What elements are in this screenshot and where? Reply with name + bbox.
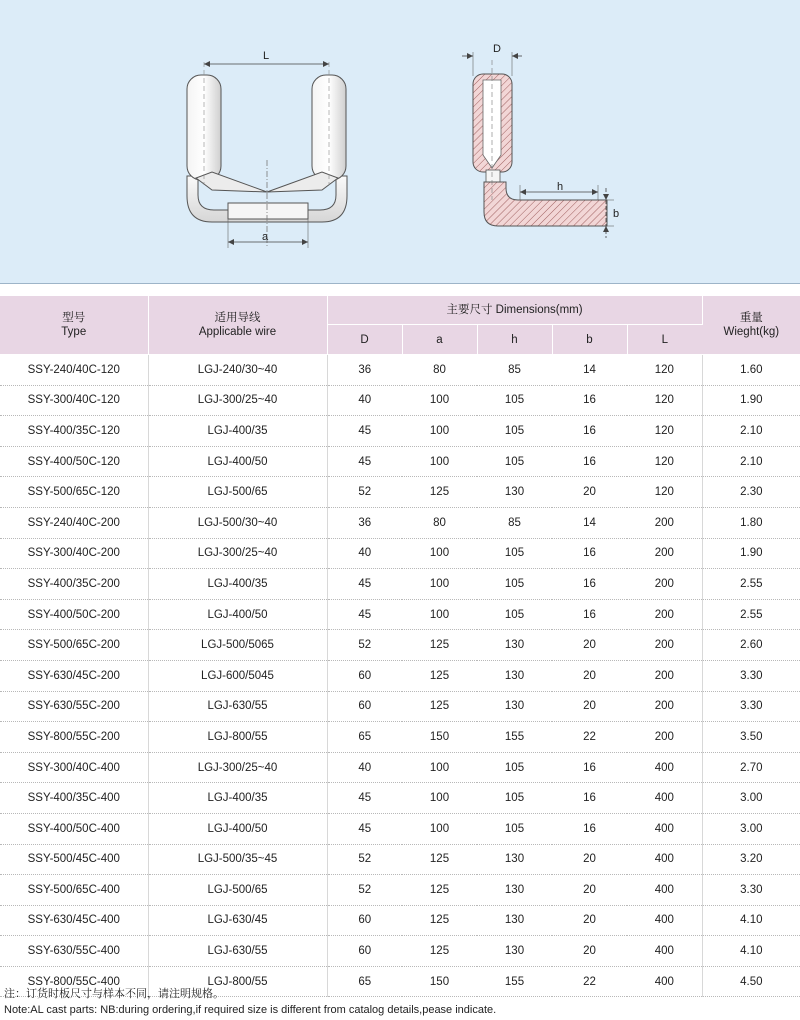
header-dim-b: b [552,325,627,355]
cell-h: 130 [477,844,552,875]
header-type-cn: 型号 [62,312,86,324]
table-row [0,446,800,477]
cell-D: 45 [327,569,402,600]
cell-D: 65 [327,722,402,753]
cell-L: 400 [627,783,702,814]
cell-type: SSY-400/50C-400 [0,813,148,844]
cell-b: 20 [552,905,627,936]
dim-label-a: a [261,231,269,243]
cell-type: SSY-630/45C-200 [0,660,148,691]
cell-wire: LGJ-800/55 [148,966,327,997]
cell-type: SSY-630/55C-200 [0,691,148,722]
table-row [0,936,800,967]
cell-wire: LGJ-500/35~45 [148,844,327,875]
header-type [0,296,148,355]
cell-type: SSY-630/55C-400 [0,936,148,967]
cell-L: 120 [627,385,702,416]
cell-L: 400 [627,813,702,844]
dim-label-L: L [262,50,270,62]
cell-h: 155 [477,722,552,753]
table-row [0,630,800,661]
cell-type: SSY-400/50C-200 [0,599,148,630]
cell-weight: 1.80 [702,507,800,538]
cell-type: SSY-500/65C-400 [0,875,148,906]
cell-type: SSY-400/35C-120 [0,416,148,447]
cell-L: 200 [627,722,702,753]
cell-type: SSY-630/45C-400 [0,905,148,936]
cell-b: 20 [552,844,627,875]
cell-b: 20 [552,691,627,722]
cell-D: 45 [327,783,402,814]
dim-label-D: D [493,43,501,55]
cell-weight: 3.00 [702,813,800,844]
cell-h: 130 [477,875,552,906]
cell-b: 16 [552,599,627,630]
cell-wire: LGJ-400/35 [148,783,327,814]
cell-b: 22 [552,966,627,997]
cell-D: 40 [327,538,402,569]
table-row [0,538,800,569]
side-view [462,43,619,238]
cell-type: SSY-400/35C-400 [0,783,148,814]
cell-L: 400 [627,936,702,967]
cell-h: 85 [477,507,552,538]
cell-weight: 3.30 [702,691,800,722]
spec-table [0,296,800,997]
table-row [0,660,800,691]
table-row [0,477,800,508]
cell-a: 100 [402,569,477,600]
table-row [0,844,800,875]
cell-b: 16 [552,752,627,783]
table-row [0,355,800,386]
cell-b: 16 [552,416,627,447]
table-row [0,813,800,844]
technical-drawing [0,0,800,283]
cell-weight: 2.30 [702,477,800,508]
cell-L: 200 [627,660,702,691]
cell-weight: 2.55 [702,569,800,600]
cell-wire: LGJ-400/50 [148,446,327,477]
cell-wire: LGJ-400/50 [148,599,327,630]
cell-a: 100 [402,783,477,814]
cell-a: 125 [402,691,477,722]
cell-D: 52 [327,875,402,906]
cell-b: 16 [552,385,627,416]
header-type-en: Type [61,326,87,338]
cell-h: 105 [477,538,552,569]
cell-weight: 3.50 [702,722,800,753]
cell-L: 200 [627,599,702,630]
cell-b: 20 [552,630,627,661]
cell-h: 105 [477,416,552,447]
cell-wire: LGJ-600/5045 [148,660,327,691]
header-dimensions: 主要尺寸 Dimensions(mm) [327,296,702,325]
cell-wire: LGJ-630/55 [148,691,327,722]
note-cn: 注：订货时板尺寸与样本不同，请注明规格。 [4,988,224,1000]
cell-L: 120 [627,477,702,508]
cell-D: 45 [327,599,402,630]
dim-label-b: b [612,208,620,220]
cell-wire: LGJ-300/25~40 [148,385,327,416]
cell-h: 130 [477,477,552,508]
cell-b: 14 [552,507,627,538]
cell-b: 16 [552,569,627,600]
cell-b: 16 [552,813,627,844]
table-row [0,752,800,783]
cell-wire: LGJ-500/30~40 [148,507,327,538]
cell-L: 400 [627,875,702,906]
cell-weight: 3.30 [702,660,800,691]
cell-h: 105 [477,813,552,844]
table-row [0,416,800,447]
header-dim-h: h [477,325,552,355]
front-view [187,50,347,248]
cell-type: SSY-800/55C-200 [0,722,148,753]
cell-wire: LGJ-300/25~40 [148,752,327,783]
cell-L: 200 [627,569,702,600]
cell-weight: 2.70 [702,752,800,783]
cell-L: 120 [627,416,702,447]
cell-weight: 1.90 [702,538,800,569]
header-dim-a: a [402,325,477,355]
cell-type: SSY-500/65C-120 [0,477,148,508]
cell-weight: 2.10 [702,416,800,447]
cell-wire: LGJ-400/35 [148,416,327,447]
cell-h: 105 [477,752,552,783]
cell-weight: 2.55 [702,599,800,630]
cell-h: 105 [477,446,552,477]
cell-weight: 2.10 [702,446,800,477]
cell-D: 60 [327,691,402,722]
cell-a: 100 [402,538,477,569]
cell-wire: LGJ-400/50 [148,813,327,844]
cell-type: SSY-240/40C-200 [0,507,148,538]
cell-D: 36 [327,355,402,386]
cell-L: 120 [627,446,702,477]
cell-a: 100 [402,813,477,844]
cell-weight: 3.30 [702,875,800,906]
cell-a: 100 [402,446,477,477]
cell-weight: 3.00 [702,783,800,814]
cell-L: 120 [627,355,702,386]
cell-weight: 2.60 [702,630,800,661]
cell-b: 20 [552,875,627,906]
cell-b: 20 [552,477,627,508]
cell-b: 16 [552,446,627,477]
cell-L: 200 [627,691,702,722]
cell-type: SSY-400/50C-120 [0,446,148,477]
cell-h: 105 [477,385,552,416]
note-en: Note:AL cast parts: NB:during ordering,if required size is different from catalog details,pease indicate. [4,1004,497,1016]
table-row [0,569,800,600]
cell-h: 105 [477,783,552,814]
cell-b: 16 [552,783,627,814]
cell-a: 125 [402,477,477,508]
cell-L: 400 [627,844,702,875]
header-weight-cn: 重量 [739,312,763,324]
cell-h: 130 [477,691,552,722]
table-row [0,599,800,630]
cell-D: 60 [327,936,402,967]
cell-wire: LGJ-400/35 [148,569,327,600]
notes [4,986,496,1018]
cell-a: 125 [402,844,477,875]
cell-a: 100 [402,752,477,783]
technical-drawing-panel [0,0,800,284]
cell-type: SSY-800/55C-400 [0,966,148,997]
header-dim-L: L [627,325,702,355]
cell-h: 130 [477,936,552,967]
cell-a: 125 [402,905,477,936]
cell-D: 40 [327,752,402,783]
cell-wire: LGJ-800/55 [148,722,327,753]
cell-type: SSY-240/40C-120 [0,355,148,386]
cell-wire: LGJ-630/45 [148,905,327,936]
table-row [0,875,800,906]
spec-table-body [0,355,800,997]
cell-a: 150 [402,966,477,997]
cell-D: 45 [327,813,402,844]
cell-b: 20 [552,660,627,691]
header-wire-cn: 适用导线 [214,312,261,324]
header-wire [148,296,327,355]
cell-weight: 1.90 [702,385,800,416]
cell-L: 400 [627,966,702,997]
cell-h: 105 [477,599,552,630]
table-row [0,783,800,814]
cell-wire: LGJ-500/65 [148,875,327,906]
cell-D: 45 [327,446,402,477]
cell-a: 100 [402,599,477,630]
cell-weight: 4.10 [702,936,800,967]
cell-b: 22 [552,722,627,753]
cell-h: 130 [477,630,552,661]
cell-L: 200 [627,538,702,569]
table-row [0,691,800,722]
cell-a: 125 [402,660,477,691]
cell-wire: LGJ-630/55 [148,936,327,967]
cell-D: 36 [327,507,402,538]
cell-a: 100 [402,385,477,416]
cell-h: 130 [477,905,552,936]
cell-type: SSY-300/40C-400 [0,752,148,783]
cell-L: 400 [627,905,702,936]
cell-type: SSY-500/65C-200 [0,630,148,661]
cell-weight: 1.60 [702,355,800,386]
cell-a: 125 [402,630,477,661]
cell-type: SSY-500/45C-400 [0,844,148,875]
cell-h: 155 [477,966,552,997]
cell-a: 125 [402,875,477,906]
cell-a: 150 [402,722,477,753]
cell-h: 130 [477,660,552,691]
cell-wire: LGJ-500/5065 [148,630,327,661]
cell-a: 80 [402,355,477,386]
cell-type: SSY-300/40C-120 [0,385,148,416]
cell-h: 85 [477,355,552,386]
cell-D: 60 [327,660,402,691]
header-weight-en: Wieght(kg) [723,326,780,338]
cell-D: 65 [327,966,402,997]
cell-wire: LGJ-240/30~40 [148,355,327,386]
table-row [0,722,800,753]
cell-b: 20 [552,936,627,967]
table-row [0,905,800,936]
table-row [0,507,800,538]
cell-h: 105 [477,569,552,600]
cell-b: 16 [552,538,627,569]
cell-b: 14 [552,355,627,386]
header-weight [702,296,800,355]
header-dim-D: D [327,325,402,355]
cell-weight: 4.10 [702,905,800,936]
cell-a: 125 [402,936,477,967]
cell-a: 80 [402,507,477,538]
cell-D: 52 [327,844,402,875]
cell-weight: 3.20 [702,844,800,875]
cell-type: SSY-400/35C-200 [0,569,148,600]
cell-D: 52 [327,477,402,508]
table-row [0,385,800,416]
cell-L: 400 [627,752,702,783]
cell-type: SSY-300/40C-200 [0,538,148,569]
cell-D: 40 [327,385,402,416]
cell-a: 100 [402,416,477,447]
cell-D: 60 [327,905,402,936]
cell-D: 52 [327,630,402,661]
dim-label-h: h [556,181,564,193]
cell-weight: 4.50 [702,966,800,997]
cell-D: 45 [327,416,402,447]
cell-wire: LGJ-500/65 [148,477,327,508]
header-wire-en: Applicable wire [198,326,277,338]
cell-L: 200 [627,507,702,538]
cell-wire: LGJ-300/25~40 [148,538,327,569]
cell-L: 200 [627,630,702,661]
